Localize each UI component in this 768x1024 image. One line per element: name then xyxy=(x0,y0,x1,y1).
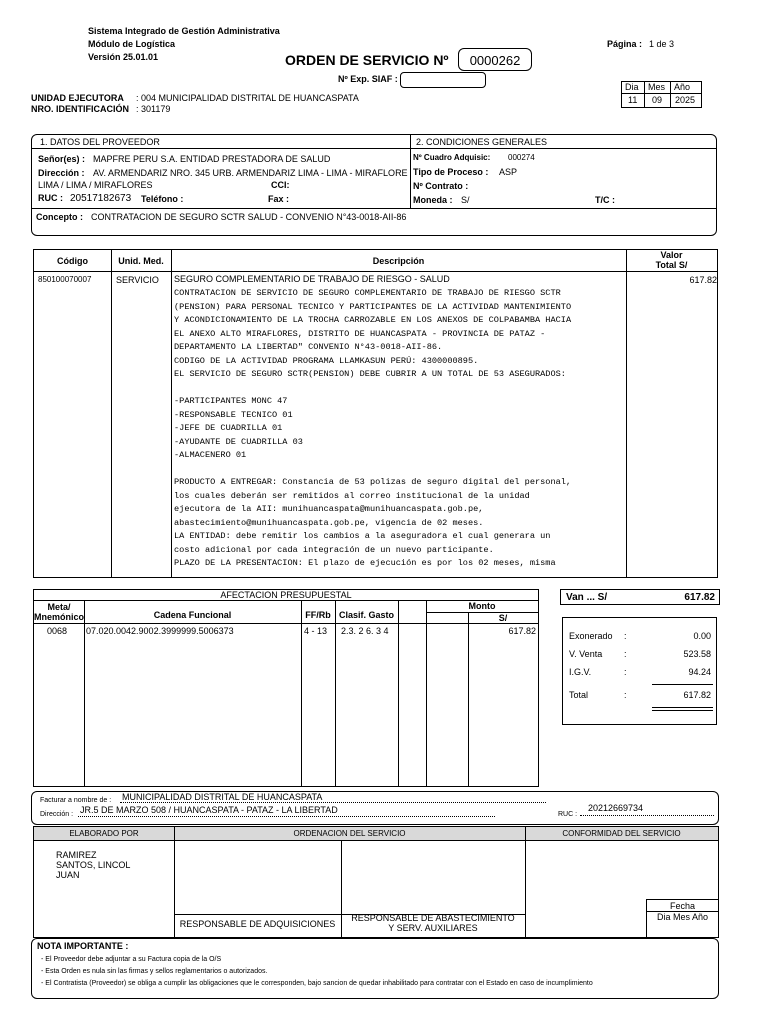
date-month-label: Mes xyxy=(648,82,666,92)
billing-section xyxy=(31,791,719,825)
description-line: CONTRATACION DE SERVICIO DE SEGURO COMPLEMENTARIO DE TRABAJO DE RIESGO SCTR xyxy=(174,288,561,298)
exonerado-colon: : xyxy=(624,631,627,641)
order-number: 0000262 xyxy=(469,53,521,68)
cuadro-value: 000274 xyxy=(508,153,535,162)
budget-monto-currency: S/ xyxy=(498,613,508,623)
description-line: PRODUCTO A ENTREGAR: Constancia de 53 polizas de seguro digital del personal, xyxy=(174,477,572,487)
budget-table xyxy=(33,589,539,787)
header-valor-line1: Valor xyxy=(660,250,683,260)
description-line: Y ACONDICIONAMIENTO DE LA TROCHA CARROZABLE EN LOS ANEXOS DE COLPABAMBA HACIA xyxy=(174,315,572,325)
elaborado-name-line: JUAN xyxy=(56,870,80,880)
unidad-label: UNIDAD EJECUTORA xyxy=(31,93,124,103)
elaborado-name-line: RAMIREZ xyxy=(56,850,97,860)
ruc-value: 20517182673 xyxy=(70,193,132,204)
exonerado-label: Exonerado xyxy=(569,631,613,641)
elaborado-name xyxy=(56,850,130,880)
cuadro-label: Nº Cuadro Adquisic: xyxy=(413,153,491,162)
budget-meta-line1: Meta/ xyxy=(47,602,71,612)
header-unid: Unid. Med. xyxy=(118,256,164,266)
description-line: EL ANEXO ALTO MIRAFLORES, DISTRITO DE HUANCASPATA - PROVINCIA DE PATAZ - xyxy=(174,328,546,339)
resp-adquisiciones: RESPONSABLE DE ADQUISICIONES xyxy=(179,919,336,929)
description-line: -JEFE DE CUADRILLA 01 xyxy=(174,423,283,433)
fecha-parts: Dia Mes Año xyxy=(656,912,709,922)
senores-label: Señor(es) : xyxy=(38,154,86,164)
budget-ffrb-header: FF/Rb xyxy=(305,610,331,620)
description-line: EL SERVICIO DE SEGURO SCTR(PENSION) DEBE CUBRIR A UN TOTAL DE 53 ASEGURADOS: xyxy=(174,369,566,379)
exp-siaf-label: Nº Exp. SIAF : xyxy=(338,74,398,84)
concepto-value: CONTRATACION DE SEGURO SCTR SALUD - CONVENIO N°43-0018-AII-86 xyxy=(91,212,407,222)
date-box xyxy=(621,81,702,108)
total-label: Total xyxy=(569,690,589,700)
system-name: Sistema Integrado de Gestión Administrativa xyxy=(88,26,280,36)
item-valor: 617.82 xyxy=(689,275,717,285)
page-value: 1 de 3 xyxy=(649,39,675,49)
description-line: (PENSION) PARA PERSONAL TECNICO Y PARTICIPANTES DE LA ACTIVIDAD MANTENIMIENTO xyxy=(174,301,572,312)
description-line: -AYUDANTE DE CUADRILLA 03 xyxy=(174,436,303,447)
totals-box xyxy=(562,617,717,725)
telefono-label: Teléfono : xyxy=(141,194,184,204)
notes-section xyxy=(31,938,719,999)
description-line: LA ENTIDAD: debe remitir los cambios a la aseguradora el cual generara un xyxy=(174,531,551,541)
budget-row-ffrb: 4 - 13 xyxy=(304,626,328,636)
facturar-value: MUNICIPALIDAD DISTRITAL DE HUANCASPATA xyxy=(122,792,323,802)
description-line: costo adicional por cada integración de un nuevo participante. xyxy=(174,544,494,555)
nro-label: NRO. IDENTIFICACIÓN xyxy=(31,104,129,114)
tipo-value: ASP xyxy=(499,167,518,177)
version-label: Versión 25.01.01 xyxy=(88,52,159,62)
budget-meta-line2: Mnemónico xyxy=(34,612,85,622)
nro-value: : 301179 xyxy=(136,104,171,114)
moneda-value: S/ xyxy=(461,195,470,205)
elaborado-name-line: SANTOS, LINCOL xyxy=(56,860,131,870)
exonerado-value: 0.00 xyxy=(693,631,711,641)
header-codigo: Código xyxy=(57,256,88,266)
van-box xyxy=(560,589,720,605)
billing-ruc-label: RUC : xyxy=(558,811,578,818)
billing-direccion-value: JR.5 DE MARZO 508 / HUANCASPATA - PATAZ - LA LIBERTAD xyxy=(80,805,338,815)
concepto-label: Concepto : xyxy=(36,212,83,222)
date-year: 2025 xyxy=(675,95,696,105)
contrato-label: Nº Contrato : xyxy=(413,181,469,191)
item-codigo: 850100070007 xyxy=(38,275,92,284)
item-title: SEGURO COMPLEMENTARIO DE TRABAJO DE RIESGO - SALUD xyxy=(174,274,450,284)
date-year-label: Año xyxy=(674,82,691,92)
note-line: - El Contratista (Proveedor) se obliga a cumplir las obligaciones que le corresponden, bajo sancion de quedar inhabilitado para contratar con el Estado en caso de incumplimiento xyxy=(41,980,593,987)
igv-colon: : xyxy=(624,667,627,677)
facturar-label: Facturar a nombre de : xyxy=(40,797,112,804)
conformidad-header: CONFORMIDAD DEL SERVICIO xyxy=(562,829,681,838)
resp-abastecimiento-line1: RESPONSABLE DE ABASTECIMIENTO xyxy=(351,913,515,923)
venta-label: V. Venta xyxy=(569,649,603,659)
direccion-value: AV. ARMENDARIZ NRO. 345 URB. ARMENDARIZ LIMA - LIMA - MIRAFLORE xyxy=(93,168,408,178)
header-descripcion: Descripción xyxy=(372,256,425,266)
cci-label: CCI: xyxy=(271,180,290,190)
tipo-label: Tipo de Proceso : xyxy=(413,167,489,177)
items-table xyxy=(33,249,718,578)
provider-section xyxy=(31,134,717,236)
moneda-label: Moneda : xyxy=(413,195,453,205)
budget-row-clasif: 2.3. 2 6. 3 4 xyxy=(341,626,389,636)
item-description xyxy=(174,287,624,571)
description-line: ejecutora de la AII: munihuancaspata@munihuancaspata.gob.pe, xyxy=(174,504,484,514)
unidad-value: : 004 MUNICIPALIDAD DISTRITAL DE HUANCASPATA xyxy=(136,93,359,103)
igv-value: 94.24 xyxy=(688,667,711,677)
tc-label: T/C : xyxy=(595,195,615,205)
budget-cadena-header: Cadena Funcional xyxy=(153,610,232,620)
resp-abastecimiento-line2: Y SERV. AUXILIARES xyxy=(388,923,478,933)
description-line: -PARTICIPANTES MONC 47 xyxy=(174,396,288,406)
fecha-box xyxy=(646,899,718,937)
billing-direccion-label: Dirección : xyxy=(40,811,74,818)
module-name: Módulo de Logística xyxy=(88,39,175,49)
exp-siaf-field xyxy=(400,72,486,88)
van-value: 617.82 xyxy=(684,592,715,603)
description-line: DEPARTAMENTO LA LIBERTAD" CONVENIO N°43-0018-AII-86. xyxy=(174,342,443,352)
page-title: ORDEN DE SERVICIO Nº xyxy=(285,52,449,68)
fecha-label: Fecha xyxy=(669,901,695,911)
elaborado-header: ELABORADO POR xyxy=(69,829,139,838)
venta-value: 523.58 xyxy=(683,649,711,659)
conditions-section-title: 2. CONDICIONES GENERALES xyxy=(416,137,548,147)
description-line: -ALMACENERO 01 xyxy=(174,450,247,460)
senores-value: MAPFRE PERU S.A. ENTIDAD PRESTADORA DE SALUD xyxy=(93,154,331,164)
description-line: CODIGO DE LA ACTIVIDAD PROGRAMA LLAMKASUN PERÚ: 4300000895. xyxy=(174,355,479,366)
description-line: los cuales deberán ser remitidos al correo institucional de la unidad xyxy=(174,490,530,501)
date-month: 09 xyxy=(652,95,663,105)
fax-label: Fax : xyxy=(268,194,290,204)
description-line: PLAZO DE LA PRESENTACION: El plazo de ejecución es por los 02 meses, misma xyxy=(174,558,556,568)
item-unid: SERVICIO xyxy=(116,275,159,285)
budget-row-meta: 0068 xyxy=(47,626,68,636)
header-valor-line2: Total S/ xyxy=(655,260,688,270)
budget-row-monto: 617.82 xyxy=(508,626,536,636)
date-day-label: Dia xyxy=(625,82,639,92)
order-number-box xyxy=(458,48,532,71)
note-line: - Esta Orden es nula sin las firmas y sellos reglamentarios o autorizados. xyxy=(41,968,268,975)
total-value: 617.82 xyxy=(683,690,711,700)
notes-list xyxy=(41,954,593,990)
budget-title: AFECTACION PRESUPUESTAL xyxy=(220,590,352,600)
notes-title: NOTA IMPORTANTE : xyxy=(37,941,129,951)
billing-ruc-value: 20212669734 xyxy=(588,803,644,813)
van-label: Van ... S/ xyxy=(566,592,608,603)
total-colon: : xyxy=(624,690,627,700)
page-label: Página : xyxy=(607,39,643,49)
date-day: 11 xyxy=(628,95,638,105)
description-line xyxy=(174,463,624,477)
igv-label: I.G.V. xyxy=(569,667,592,677)
direccion-label: Dirección : xyxy=(38,168,85,178)
budget-clasif-header: Clasif. Gasto xyxy=(338,610,394,620)
description-line xyxy=(174,382,624,396)
budget-row-cadena: 07.020.0042.9002.3999999.5006373 xyxy=(86,626,234,636)
venta-colon: : xyxy=(624,649,627,659)
ruc-label: RUC : xyxy=(38,193,63,203)
note-line: - El Proveedor debe adjuntar a su Factura copia de la O/S xyxy=(41,956,222,963)
description-line: abastecimiento@munihuancaspata.gob.pe, vigencia de 02 meses. xyxy=(174,517,484,528)
signatures-section xyxy=(33,826,719,938)
ordenacion-header: ORDENACION DEL SERVICIO xyxy=(293,829,406,838)
budget-monto-header: Monto xyxy=(468,601,496,611)
direccion-line2: LIMA / LIMA / MIRAFLORES xyxy=(38,180,153,190)
description-line: -RESPONSABLE TECNICO 01 xyxy=(174,409,293,420)
provider-section-title: 1. DATOS DEL PROVEEDOR xyxy=(40,137,160,147)
